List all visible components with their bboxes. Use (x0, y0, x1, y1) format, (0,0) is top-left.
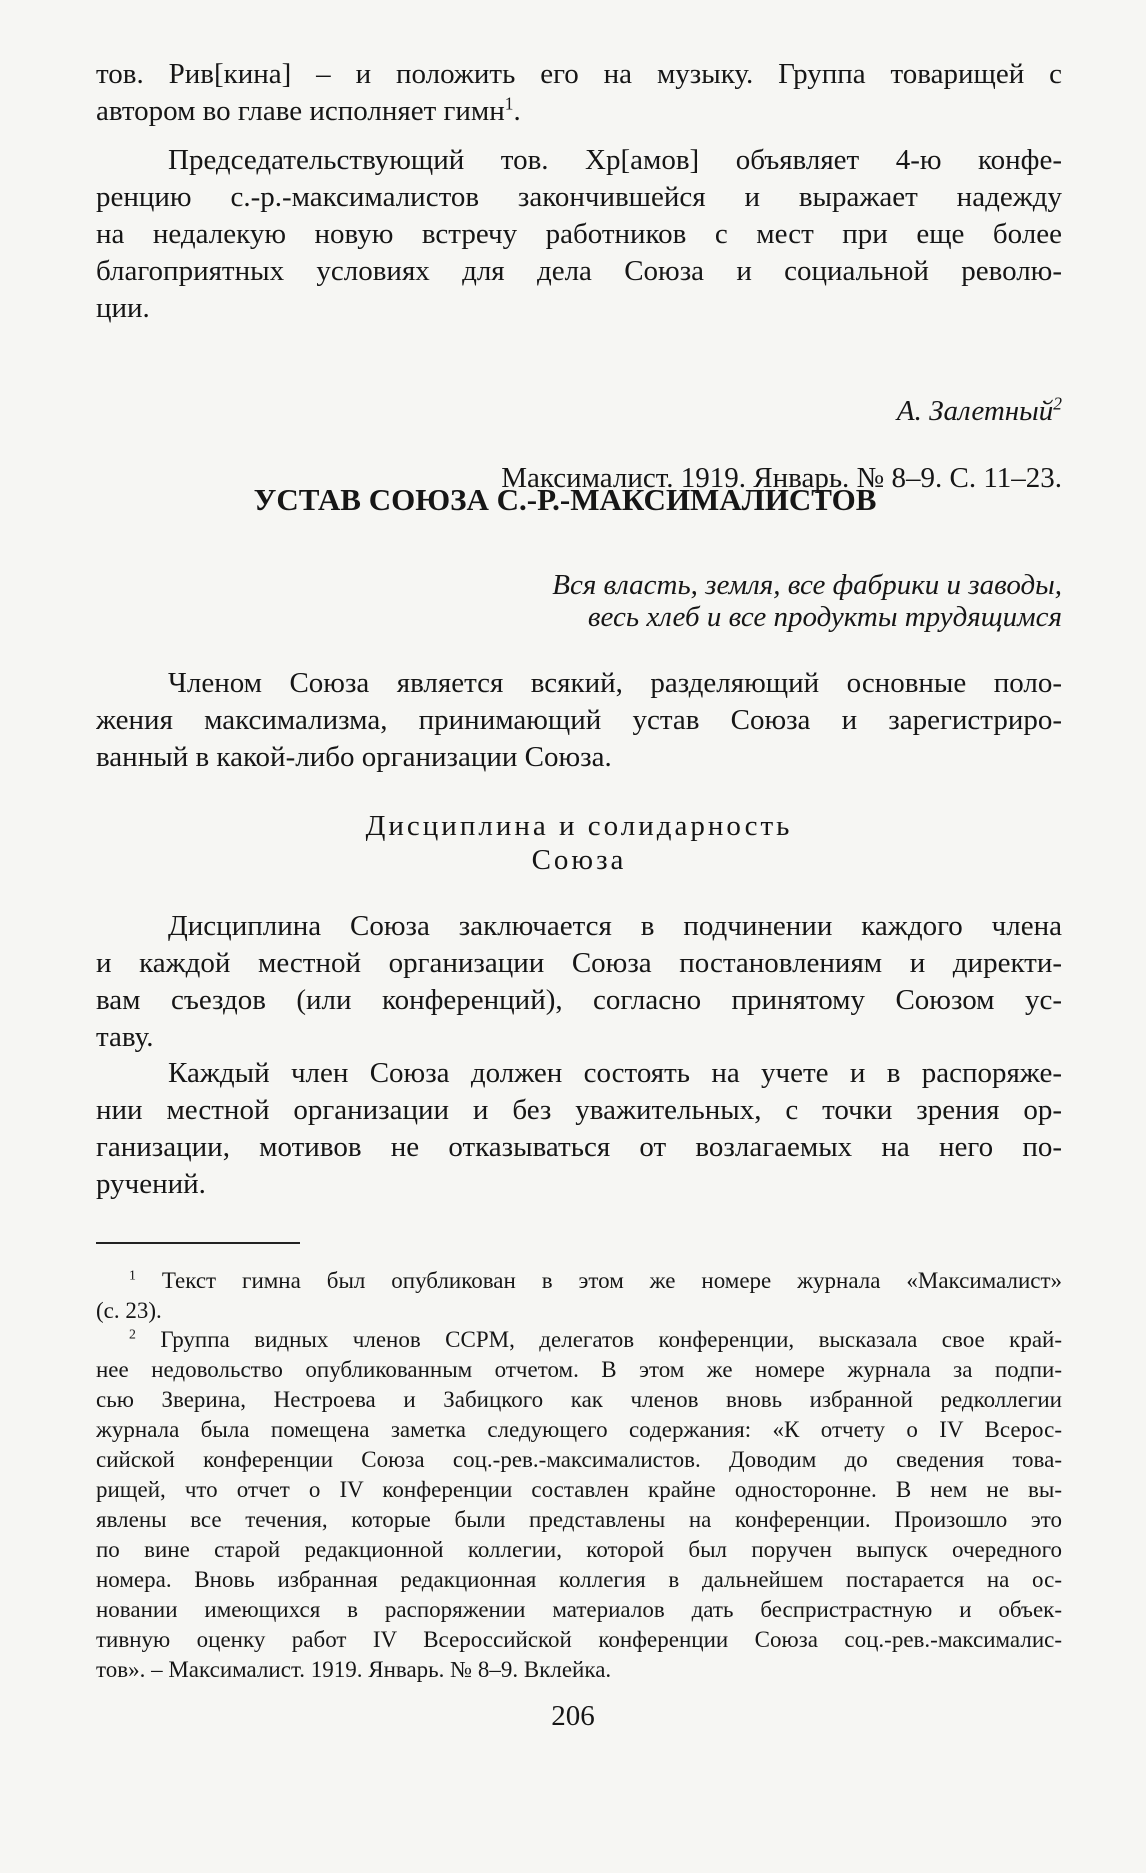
paragraph-line: и каждой местной организации Союза постановлениям и директи- (96, 947, 1062, 979)
paragraph-line: ганизации, мотивов не отказываться от возлагаемых на него по- (96, 1131, 1062, 1163)
paragraph-line: жения максимализма, принимающий устав Союза и зарегистриро- (96, 704, 1062, 736)
footnote-reference: 2 (1053, 393, 1062, 414)
footnote-separator (96, 1242, 300, 1244)
epigraph-line: Вся власть, земля, все фабрики и заводы, (552, 569, 1062, 601)
footnote-line: тивную оценку работ IV Всероссийской конференции Союза соц.-рев.-максималис- (96, 1627, 1062, 1652)
paragraph-line: Каждый член Союза должен состоять на учете и в распоряже- (168, 1057, 1062, 1089)
subheading-line: Дисциплина и солидарность (365, 810, 793, 842)
paragraph-line: Членом Союза является всякий, разделяющий основные поло- (168, 667, 1062, 699)
footnote-line: номера. Вновь избранная редакционная коллегия в дальнейшем постарается на ос- (96, 1567, 1062, 1592)
footnote-line: журнала была помещена заметка следующего содержания: «К отчету о IV Всерос- (96, 1417, 1062, 1442)
footnote-line: явлены все течения, которые были представлены на конференции. Произошло это (96, 1507, 1062, 1532)
footnote-line: по вине старой редакционной коллегии, которой был поручен выпуск очередного (96, 1537, 1062, 1562)
paragraph-line: автором во главе исполняет гимн$^1$. (96, 93, 521, 127)
epigraph-line: весь хлеб и все продукты трудящимся (587, 601, 1062, 633)
paragraph-line: ручений. (96, 1168, 206, 1200)
source-citation-line: Максималист. 1919. Январь. № 8–9. С. 11–23. (501, 462, 1062, 494)
paragraph-line: благоприятных условиях для дела Союза и социальной револю- (96, 255, 1062, 287)
footnote-marker: 1 (129, 1267, 136, 1283)
footnote-line: нее недовольство опубликованным отчетом. В этом же номере журнала за подпи- (96, 1357, 1062, 1382)
footnote-line: сью Зверина, Нестроева и Забицкого как членов вновь избранной редколлегии (96, 1387, 1062, 1412)
footnote-line: $^1$ Текст гимна был опубликован в этом же номере журнала «Максималист» (129, 1267, 1062, 1293)
paragraph-line: ции. (96, 292, 150, 324)
footnote-reference: 1 (504, 93, 514, 114)
footnote-line: (с. 23). (96, 1298, 162, 1323)
footnote-line: сийской конференции Союза соц.-рев.-максималистов. Доводим до сведения това- (96, 1447, 1062, 1472)
footnote-line: новании имеющихся в распоряжении материалов дать беспристрастную и объек- (96, 1597, 1062, 1622)
paragraph-line: Председательствующий тов. Хр[амов] объявляет 4-ю конфе- (168, 144, 1062, 176)
paragraph-line: вам съездов (или конференций), согласно принятому Союзом ус- (96, 984, 1062, 1016)
subheading-line: Союза (531, 844, 627, 876)
footnote-line: рищей, что отчет о IV конференции составлен крайне односторонне. В нем не вы- (96, 1477, 1062, 1502)
footnote-marker: 2 (129, 1326, 136, 1342)
paragraph-line: тов. Рив[кина] – и положить его на музыку. Группа товарищей с (96, 58, 1062, 90)
paragraph-line: на недалекую новую встречу работников с мест при еще более (96, 218, 1062, 250)
author-signature-line: А. Залетный$^2$ (896, 393, 1062, 427)
page-number: 206 (551, 1700, 595, 1732)
footnote-line: $^2$ Группа видных членов ССРМ, делегатов конференции, высказала свое край- (129, 1326, 1062, 1352)
paragraph-line: ванный в какой-либо организации Союза. (96, 741, 612, 773)
footnote-line: тов». – Максималист. 1919. Январь. № 8–9. Вклейка. (96, 1657, 612, 1682)
paragraph-line: ренцию с.-р.-максималистов закончившейся и выражает надежду (96, 181, 1062, 213)
section-heading-line: УСТАВ СОЮЗА С.-Р.-МАКСИМАЛИСТОВ (253, 482, 877, 517)
paragraph-line: Дисциплина Союза заключается в подчинении каждого члена (168, 910, 1062, 942)
paragraph-line: нии местной организации и без уважительных, с точки зрения ор- (96, 1094, 1062, 1126)
paragraph-line: таву. (96, 1021, 154, 1053)
